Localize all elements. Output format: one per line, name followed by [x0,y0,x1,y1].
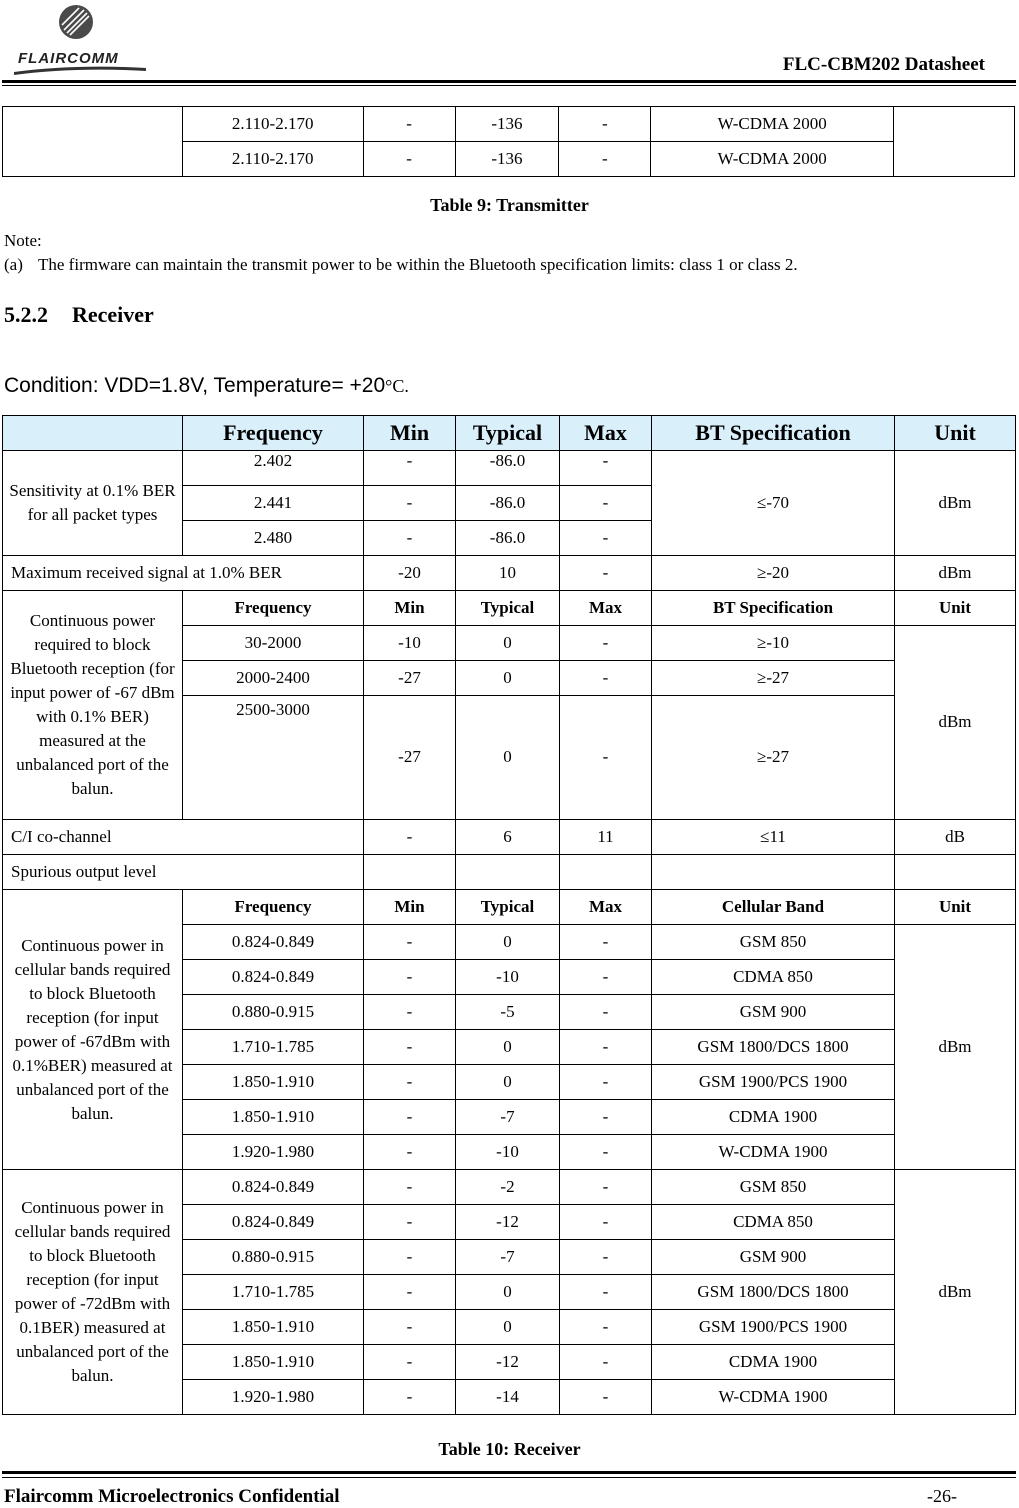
transmitter-table-continued [2,106,1015,177]
row-label: Continuous power in cellular bands required to block Bluetooth reception (for input power of -67dBm with 0.1%BER) measured at unbalanced port of the balun. [3,890,183,1170]
table-cell: dBm [895,451,1016,556]
row-label: Spurious output level [3,855,364,890]
table-cell: 30-2000 [183,626,364,661]
table-cell: dBm [895,925,1016,1170]
subheader-cell: Typical [456,890,560,925]
table-cell: - [560,925,652,960]
condition-unit: °C. [385,376,409,396]
table-cell: GSM 1900/PCS 1900 [652,1310,895,1345]
table-cell: GSM 900 [652,1240,895,1275]
table-cell: -86.0 [456,451,560,486]
table-cell: -86.0 [456,521,560,556]
table-cell: ≤-70 [652,451,895,556]
table-cell: 0 [456,696,560,820]
table-cell: 0 [456,626,560,661]
subheader-cell: Unit [895,591,1016,626]
table-cell: -10 [456,960,560,995]
table-cell: 0 [456,1275,560,1310]
table-cell: CDMA 850 [652,1205,895,1240]
table-cell: ≥-20 [652,556,895,591]
note-label: Note: [4,231,42,250]
footer-divider-thin [2,1477,1016,1478]
table-row [3,107,1015,142]
section-title: Receiver [72,302,154,327]
subheader-cell: Max [560,890,652,925]
table-cell: - [363,142,455,177]
table-cell: -7 [456,1240,560,1275]
table-row [3,451,1016,486]
subheader-cell: Typical [456,591,560,626]
table-cell: - [364,1310,456,1345]
table-cell: GSM 1800/DCS 1800 [652,1275,895,1310]
subheader-cell: Cellular Band [652,890,895,925]
table-cell: - [364,451,456,486]
header-cell: Typical [456,416,560,451]
table-cell: - [364,820,456,855]
table-cell: -5 [456,995,560,1030]
table-cell: - [560,1380,652,1415]
note-item-marker: (a) [4,255,23,274]
page-number: -26- [927,1486,957,1506]
table-cell [652,855,895,890]
table-cell: dBm [895,626,1016,820]
subheader-cell: Frequency [183,591,364,626]
table-cell: 2.110-2.170 [182,142,363,177]
section-heading [4,302,154,328]
table-row [3,820,1016,855]
table-cell: ≥-27 [652,661,895,696]
table-cell: W-CDMA 1900 [652,1380,895,1415]
table-cell: - [559,142,651,177]
table-cell: 1.710-1.785 [183,1030,364,1065]
table-cell: 2.402 [183,451,364,486]
table-subheader-row [3,591,1016,626]
table-cell: - [560,486,652,521]
header-cell [3,416,183,451]
table-cell: - [560,995,652,1030]
table-cell: - [364,1345,456,1380]
header-cell: Max [560,416,652,451]
table-cell: - [364,1275,456,1310]
table-cell: -2 [456,1170,560,1205]
subheader-cell: Unit [895,890,1016,925]
table-cell: - [560,556,652,591]
table-cell: -14 [456,1380,560,1415]
table-cell: 2.441 [183,486,364,521]
table-cell: -10 [364,626,456,661]
table-row [3,1170,1016,1205]
table-cell: 6 [456,820,560,855]
table-subheader-row [3,890,1016,925]
table-cell: -27 [364,696,456,820]
table-cell: GSM 900 [652,995,895,1030]
header-cell: Frequency [183,416,364,451]
table-cell: 10 [456,556,560,591]
table-cell: -7 [456,1100,560,1135]
note-item [4,255,798,275]
table-cell: 0.880-0.915 [183,995,364,1030]
table-cell: dBm [895,556,1016,591]
table-cell: - [560,1135,652,1170]
table-cell: ≥-10 [652,626,895,661]
table-cell: - [364,1380,456,1415]
table-cell: CDMA 1900 [652,1345,895,1380]
table-cell: 1.850-1.910 [183,1310,364,1345]
table-cell: dBm [895,1170,1016,1415]
table-cell: - [364,1100,456,1135]
table-cell: - [364,1205,456,1240]
subheader-cell: BT Specification [652,591,895,626]
globe-icon [58,4,94,40]
table-cell: 0 [456,1310,560,1345]
table-row [3,556,1016,591]
table-cell [3,107,183,177]
table-cell: CDMA 850 [652,960,895,995]
table-cell: - [560,1310,652,1345]
table-cell: GSM 850 [652,925,895,960]
table-cell: - [364,925,456,960]
table-cell: - [364,1240,456,1275]
table-cell: - [560,960,652,995]
table-caption: Table 9: Transmitter [430,195,589,215]
table-cell: -10 [456,1135,560,1170]
table-cell: 2.480 [183,521,364,556]
table-cell: 1.710-1.785 [183,1275,364,1310]
header-cell: Min [364,416,456,451]
subheader-cell: Min [364,890,456,925]
table-cell: 0.824-0.849 [183,1170,364,1205]
header-cell: Unit [895,416,1016,451]
table-cell: CDMA 1900 [652,1100,895,1135]
table-cell: - [363,107,455,142]
table-cell: - [559,107,651,142]
note-item-text: The firmware can maintain the transmit power to be within the Bluetooth specification limits: class 1 or class 2. [38,255,798,274]
header-cell: BT Specification [652,416,895,451]
footer-confidential: Flaircomm Microelectronics Confidential [4,1486,340,1507]
table-cell: 11 [560,820,652,855]
table-cell: 1.850-1.910 [183,1065,364,1100]
document-title: FLC-CBM202 Datasheet [782,54,985,75]
row-label: Continuous power required to block Bluetooth reception (for input power of -67 dBm with 0.1% BER) measured at the unbalanced port of the balun. [3,591,183,820]
table-cell: dB [895,820,1016,855]
subheader-cell: Min [364,591,456,626]
table-cell: W-CDMA 1900 [652,1135,895,1170]
table-cell: - [364,1030,456,1065]
table-cell: - [560,521,652,556]
subheader-cell: Frequency [183,890,364,925]
condition-label: Condition: VDD=1.8V, Temperature= +20 [4,374,386,397]
header-divider [2,80,1016,83]
table-cell: - [560,1170,652,1205]
table-cell: - [560,1100,652,1135]
table-cell: 1.850-1.910 [183,1100,364,1135]
table-row [3,855,1016,890]
table-cell: -136 [455,142,559,177]
table-cell: - [560,696,652,820]
section-number: 5.2.2 [4,302,48,327]
table-cell: W-CDMA 2000 [651,142,894,177]
table-cell: 0.824-0.849 [183,960,364,995]
table-cell: 0 [456,661,560,696]
table-cell [456,855,560,890]
table-cell [894,107,1015,177]
table-cell: - [364,1135,456,1170]
table-cell: - [560,1345,652,1380]
condition-text [4,374,409,398]
table-cell: 0.824-0.849 [183,1205,364,1240]
row-label: Sensitivity at 0.1% BER for all packet types [3,451,183,556]
table-cell: 1.920-1.980 [183,1135,364,1170]
table-cell: - [364,995,456,1030]
table-cell: - [560,661,652,696]
table-cell: - [560,1205,652,1240]
table-cell: - [364,486,456,521]
table-cell: -20 [364,556,456,591]
table-cell: ≥-27 [652,696,895,820]
table-cell: - [364,1065,456,1100]
table-cell: - [560,1065,652,1100]
table-cell: 2500-3000 [183,696,364,820]
table-cell: - [560,626,652,661]
table-cell: 0.880-0.915 [183,1240,364,1275]
table-cell: -12 [456,1205,560,1240]
table-cell: ≤11 [652,820,895,855]
table-cell: -136 [455,107,559,142]
page-header [0,0,1019,90]
table-cell: - [364,960,456,995]
table-cell: - [560,1275,652,1310]
row-label: Continuous power in cellular bands required to block Bluetooth reception (for input power of -72dBm with 0.1BER) measured at unbalanced port of the balun. [3,1170,183,1415]
receiver-table [2,415,1016,1415]
table-cell: 2000-2400 [183,661,364,696]
table-cell: -27 [364,661,456,696]
table-header-row [3,416,1016,451]
table-cell: GSM 1800/DCS 1800 [652,1030,895,1065]
row-label: C/I co-channel [3,820,364,855]
table-cell: 0 [456,925,560,960]
table-cell [895,855,1016,890]
table-cell: GSM 850 [652,1170,895,1205]
table-cell: - [560,1030,652,1065]
table-cell: 2.110-2.170 [182,107,363,142]
table-cell: W-CDMA 2000 [651,107,894,142]
table-cell: 0 [456,1030,560,1065]
table-cell: - [560,451,652,486]
logo-text: FLAIRCOMM [18,50,119,67]
table-cell: 1.920-1.980 [183,1380,364,1415]
company-logo [14,4,134,70]
table-cell: 1.850-1.910 [183,1345,364,1380]
logo-swoosh [14,64,146,76]
table-cell: - [364,521,456,556]
table-cell [364,855,456,890]
table-caption: Table 10: Receiver [438,1439,581,1459]
table-cell: 0.824-0.849 [183,925,364,960]
table-cell [560,855,652,890]
table-cell: -86.0 [456,486,560,521]
row-label: Maximum received signal at 1.0% BER [3,556,364,591]
footer-divider [2,1471,1016,1474]
table-cell: 0 [456,1065,560,1100]
table-cell: - [364,1170,456,1205]
subheader-cell: Max [560,591,652,626]
table-cell: -12 [456,1345,560,1380]
header-divider-thin [2,85,1016,86]
table-cell: GSM 1900/PCS 1900 [652,1065,895,1100]
table-cell: - [560,1240,652,1275]
